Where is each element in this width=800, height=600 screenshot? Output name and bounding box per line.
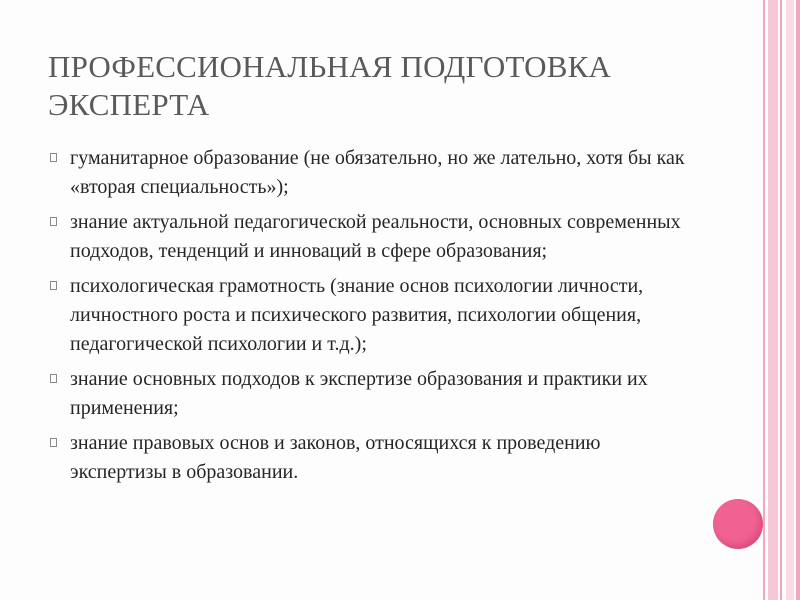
bullet-icon [50, 217, 57, 226]
list-item [48, 208, 698, 266]
bullet-icon [50, 374, 57, 383]
list-item [48, 365, 698, 423]
list-item-text: знание правовых основ и законов, относящихся к проведению экспертизы в образовании. [70, 432, 601, 483]
list-item-text: психологическая грамотность (знание основ психологии личности, личностного роста и психического развития, психологии общения, педагогической психологии и т.д.); [70, 275, 644, 355]
decor-stripe [768, 0, 778, 600]
list-item-text: знание актуальной педагогической реальности, основных современных подходов, тенденций и инноваций в сфере образования; [70, 211, 681, 262]
decor-stripe [796, 0, 800, 600]
slide-title: ПРОФЕССИОНАЛЬНАЯ ПОДГОТОВКА ЭКСПЕРТА [48, 49, 612, 122]
list-item [48, 144, 698, 202]
list-item [48, 272, 698, 359]
decor-circle [713, 499, 763, 549]
decor-stripe [763, 0, 765, 600]
list-item-text: знание основных подходов к экспертизе образования и практики их применения; [70, 368, 648, 419]
bullet-icon [50, 438, 57, 447]
bullet-list [48, 144, 698, 493]
bullet-icon [50, 281, 57, 290]
list-item [48, 429, 698, 487]
decor-stripe [786, 0, 794, 600]
list-item-text: гуманитарное образование (не обязательно, но же лательно, хотя бы как «вторая специальность»); [70, 147, 685, 198]
decor-stripe [780, 0, 782, 600]
bullet-icon [50, 153, 57, 162]
